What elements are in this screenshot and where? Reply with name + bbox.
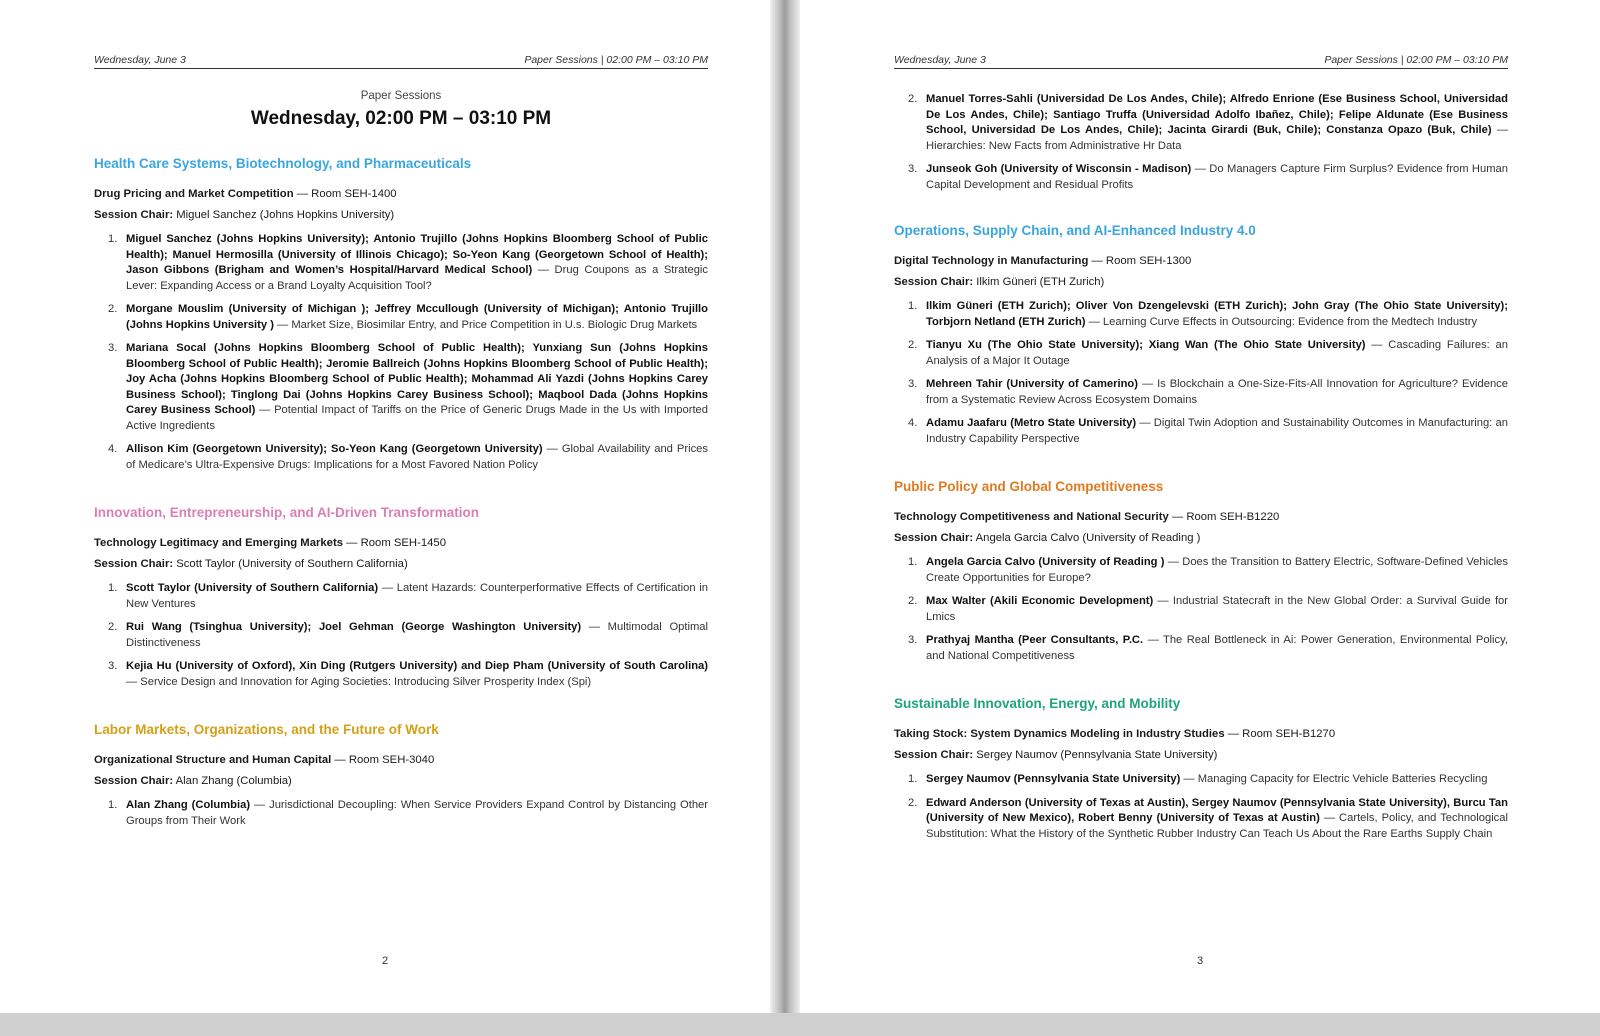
paper-item	[94, 442, 708, 473]
paper-authors: Ilkim Güneri (ETH Zurich); Oliver Von Dzengelevski (ETH Zurich); John Gray (The Ohio State University); Torbjorn Netland (ETH Zurich)	[926, 300, 1508, 328]
paper-number: 3.	[908, 634, 918, 646]
track-section	[894, 479, 1508, 664]
paper-item	[894, 377, 1508, 408]
paper-number: 2.	[908, 339, 918, 351]
paper-number: 1.	[108, 799, 118, 811]
track-title: Health Care Systems, Biotechnology, and Pharmaceuticals	[94, 156, 472, 171]
paper-authors: Kejia Hu (University of Oxford), Xin Ding (Rutgers University) and Diep Pham (University of South Carolina)	[126, 660, 708, 672]
paper-title: — The Real Bottleneck in Ai: Power Generation, Environmental Policy, and National Competitiveness	[926, 634, 1508, 662]
track-list	[894, 223, 1508, 842]
session-chair-label: Session Chair:	[94, 558, 174, 570]
paper-title: — Managing Capacity for Electric Vehicle Batteries Recycling	[1180, 773, 1488, 785]
section-kicker: Paper Sessions	[360, 90, 442, 102]
paper-list	[894, 299, 1508, 447]
session-chair-label: Session Chair:	[894, 276, 974, 288]
session-chair-name: Alan Zhang (Columbia)	[173, 775, 292, 787]
paper-number: 2.	[108, 303, 118, 315]
track-section	[894, 223, 1508, 447]
paper-authors: Morgane Mouslim (University of Michigan ); Jeffrey Mccullough (University of Michigan); Antonio Trujillo (Johns Hopkins University )	[126, 303, 708, 331]
paper-item	[894, 796, 1508, 843]
paper-number: 2.	[908, 595, 918, 607]
paper-title: — Market Size, Biosimilar Entry, and Price Competition in U.s. Biologic Drug Markets	[273, 318, 698, 331]
paper-authors: Mariana Socal (Johns Hopkins Bloomberg School of Public Health); Yunxiang Sun (Johns Hopkins Bloomberg School of Public Health); Jeromie Ballreich (Johns Hopkins Bloomberg School of Public Health); Joy Acha (Johns Hopkins Bloomberg School of Public Health); Mohammad Ali Yazdi (Johns Hopkins Carey Business School); Tinglong Dai (Johns Hopkins Carey Business School); Maqbool Dada (Johns Hopkins Carey Business School)	[126, 342, 708, 416]
running-head-section: Paper Sessions | 02:00 PM – 03:10 PM	[524, 54, 708, 66]
track-list	[94, 156, 708, 829]
paper-item	[94, 581, 708, 612]
paper-item	[894, 299, 1508, 330]
session-chair	[94, 209, 708, 221]
paper-item	[94, 341, 708, 434]
paper-title: — Drug Coupons as a Strategic Lever: Expanding Access or a Brand Loyalty Acquisition Tool?	[126, 264, 708, 292]
track-section	[94, 505, 708, 690]
paper-authors: Angela Garcia Calvo (University of Reading )	[926, 556, 1165, 568]
paper-list	[894, 555, 1508, 664]
track-title: Labor Markets, Organizations, and the Future of Work	[94, 722, 439, 737]
paper-number: 2.	[908, 93, 918, 105]
track-section	[94, 156, 708, 473]
paper-item	[894, 633, 1508, 664]
session-chair-label: Session Chair:	[894, 532, 974, 544]
session-title: Organizational Structure and Human Capital	[94, 754, 332, 766]
paper-item	[894, 92, 1508, 154]
paper-number: 1.	[908, 300, 918, 312]
paper-title: — Industrial Statecraft in the New Global Order: a Survival Guide for Lmics	[926, 595, 1508, 623]
session-title: Technology Competitiveness and National Security	[894, 511, 1169, 523]
paper-title: — Cascading Failures: an Analysis of a Major It Outage	[926, 339, 1508, 367]
track-section	[94, 722, 708, 829]
running-head	[94, 53, 708, 69]
paper-number: 1.	[108, 582, 118, 594]
session-chair	[894, 532, 1508, 544]
paper-item	[894, 594, 1508, 625]
session-chair-label: Session Chair:	[94, 209, 174, 221]
session-heading	[94, 188, 708, 200]
right-page	[800, 0, 1600, 1013]
track-title: Operations, Supply Chain, and AI-Enhanced Industry 4.0	[894, 223, 1256, 238]
session-heading	[894, 511, 1508, 523]
paper-title: — Do Managers Capture Firm Surplus? Evidence from Human Capital Development and Residual Profits	[926, 163, 1508, 191]
viewer-bottom-edge	[0, 1013, 1600, 1036]
session-title: Taking Stock: System Dynamics Modeling in Industry Studies	[894, 728, 1225, 740]
paper-list	[94, 581, 708, 690]
paper-title: — Is Blockchain a One-Size-Fits-All Innovation for Agriculture? Evidence from a Systematic Review Across Ecosystem Domains	[926, 378, 1508, 406]
session-title: Technology Legitimacy and Emerging Markets	[94, 537, 344, 549]
continued-paper-list	[894, 92, 1508, 193]
track-section	[894, 696, 1508, 842]
paper-authors: Mehreen Tahir (University of Camerino)	[926, 378, 1138, 390]
paper-title: — Jurisdictional Decoupling: When Service Providers Expand Control by Distancing Other Groups from Their Work	[126, 799, 709, 827]
session-chair-name: Miguel Sanchez (Johns Hopkins University)	[173, 209, 395, 221]
track-title: Public Policy and Global Competitiveness	[894, 479, 1164, 494]
paper-title: — Potential Impact of Tariffs on the Price of Generic Drugs Made in the Us with Imported Active Ingredients	[126, 404, 708, 432]
paper-title: — Cartels, Policy, and Technological Substitution: What the History of the Synthetic Rubber Industry Can Teach Us About the Rare Earths Supply Chain	[926, 812, 1508, 840]
paper-item	[94, 620, 708, 651]
paper-number: 4.	[108, 443, 118, 455]
session-chair-name: Scott Taylor (University of Southern California)	[173, 558, 408, 570]
paper-number: 3.	[108, 660, 118, 672]
paper-number: 2.	[108, 621, 118, 633]
paper-authors: Junseok Goh (University of Wisconsin - Madison)	[926, 163, 1192, 175]
session-chair-name: Angela Garcia Calvo (University of Reading )	[973, 532, 1201, 544]
paper-list	[94, 798, 708, 829]
page-number: 3	[1196, 955, 1204, 967]
session-chair-label: Session Chair:	[94, 775, 174, 787]
track-title: Innovation, Entrepreneurship, and AI-Driven Transformation	[94, 505, 480, 520]
session-room: — Room SEH-3040	[331, 754, 435, 766]
paper-number: 1.	[908, 773, 918, 785]
session-room: — Room SEH-1450	[343, 537, 446, 549]
paper-number: 1.	[908, 556, 918, 568]
session-chair	[894, 749, 1508, 761]
session-heading	[94, 754, 708, 766]
paper-title: — Digital Twin Adoption and Sustainability Outcomes in Manufacturing: an Industry Capability Perspective	[926, 417, 1508, 445]
paper-item	[94, 798, 708, 829]
paper-title: — Learning Curve Effects in Outsourcing: Evidence from the Medtech Industry	[1085, 315, 1478, 328]
paper-authors: Sergey Naumov (Pennsylvania State University)	[926, 773, 1181, 785]
paper-authors: Miguel Sanchez (Johns Hopkins University); Antonio Trujillo (Johns Hopkins Bloomberg School of Public Health); Manuel Hermosilla (University of Illinois Chicago); So-Yeon Kang (Georgetown School of Health); Jason Gibbons (Brigham and Women’s Hospital/Harvard Medical School)	[126, 233, 708, 276]
running-head-date: Wednesday, June 3	[94, 54, 186, 66]
paper-item	[94, 232, 708, 294]
session-chair-name: Sergey Naumov (Pennsylvania State University)	[973, 749, 1218, 761]
paper-title: — Latent Hazards: Counterperformative Effects of Certification in New Ventures	[126, 582, 708, 610]
paper-authors: Alan Zhang (Columbia)	[126, 799, 251, 811]
paper-authors: Allison Kim (Georgetown University); So-Yeon Kang (Georgetown University)	[126, 443, 543, 455]
paper-authors: Max Walter (Akili Economic Development)	[926, 595, 1154, 607]
session-room: — Room SEH-1400	[293, 188, 397, 200]
session-title: Digital Technology in Manufacturing	[894, 255, 1089, 267]
session-room: — Room SEH-B1270	[1224, 728, 1336, 740]
running-head	[894, 53, 1508, 69]
paper-authors: Edward Anderson (University of Texas at Austin), Sergey Naumov (Pennsylvania State University), Burcu Tan (University of New Mexico), Robert Benny (University of Texas at Austin)	[926, 796, 1508, 824]
paper-number: 4.	[908, 417, 918, 429]
session-room: — Room SEH-1300	[1088, 255, 1192, 267]
session-heading	[894, 255, 1508, 267]
session-chair	[894, 276, 1508, 288]
paper-title: — Does the Transition to Battery Electric, Software-Defined Vehicles Create Opportunities for Europe?	[926, 556, 1509, 584]
paper-item	[894, 416, 1508, 447]
page-content	[94, 90, 708, 861]
session-room: — Room SEH-B1220	[1168, 511, 1280, 523]
paper-item	[94, 302, 708, 333]
paper-item	[94, 659, 708, 690]
paper-authors: Rui Wang (Tsinghua University); Joel Gehman (George Washington University)	[126, 621, 582, 633]
paper-authors: Prathyaj Mantha (Peer Consultants, P.C.	[926, 634, 1144, 646]
paper-number: 1.	[108, 233, 118, 245]
paper-number: 3.	[108, 342, 118, 354]
page-content	[894, 92, 1508, 874]
session-chair	[94, 775, 708, 787]
paper-authors: Tianyu Xu (The Ohio State University); Xiang Wan (The Ohio State University)	[926, 339, 1366, 351]
book-gutter	[770, 0, 800, 1013]
paper-number: 2.	[908, 796, 918, 809]
paper-number: 3.	[908, 163, 918, 175]
page-title: Wednesday, 02:00 PM – 03:10 PM	[250, 108, 552, 129]
session-heading	[894, 728, 1508, 740]
paper-authors: Manuel Torres-Sahli (Universidad De Los Andes, Chile); Alfredo Enrione (Ese Business School, Universidad De Los Andes, Chile); Santiago Truffa (Universidad Adolfo Ibañez, Chile); Felipe Aldunate (Ese Business School, Universidad De Los Andes, Chile); Jacinta Girardi (Buk, Chile); Constanza Opazo (Buk, Chile)	[926, 93, 1508, 136]
paper-title: — Hierarchies: New Facts from Administrative Hr Data	[926, 124, 1509, 152]
session-chair-label: Session Chair:	[894, 749, 974, 761]
session-title: Drug Pricing and Market Competition	[94, 188, 294, 200]
paper-authors: Adamu Jaafaru (Metro State University)	[926, 417, 1137, 429]
session-chair	[94, 558, 708, 570]
paper-item	[894, 162, 1508, 193]
left-page	[0, 0, 770, 1013]
paper-item	[894, 338, 1508, 369]
paper-item	[894, 772, 1508, 788]
paper-list	[94, 232, 708, 473]
paper-list	[894, 772, 1508, 842]
paper-title: — Multimodal Optimal Distinctiveness	[126, 621, 708, 649]
paper-authors: Scott Taylor (University of Southern California)	[126, 582, 379, 594]
paper-title: — Global Availability and Prices of Medicare’s Ultra-Expensive Drugs: Implications for a Most Favored Nation Policy	[126, 443, 708, 471]
paper-item	[894, 555, 1508, 586]
running-head-date: Wednesday, June 3	[894, 54, 986, 66]
paper-title: — Service Design and Innovation for Aging Societies: Introducing Silver Prosperity Index (Spi)	[126, 675, 592, 688]
session-chair-name: Ilkim Güneri (ETH Zurich)	[973, 276, 1105, 288]
page-number: 2	[381, 955, 389, 967]
track-title: Sustainable Innovation, Energy, and Mobility	[894, 696, 1181, 711]
paper-number: 3.	[908, 378, 918, 390]
running-head-section: Paper Sessions | 02:00 PM – 03:10 PM	[1324, 54, 1508, 66]
session-heading	[94, 537, 708, 549]
